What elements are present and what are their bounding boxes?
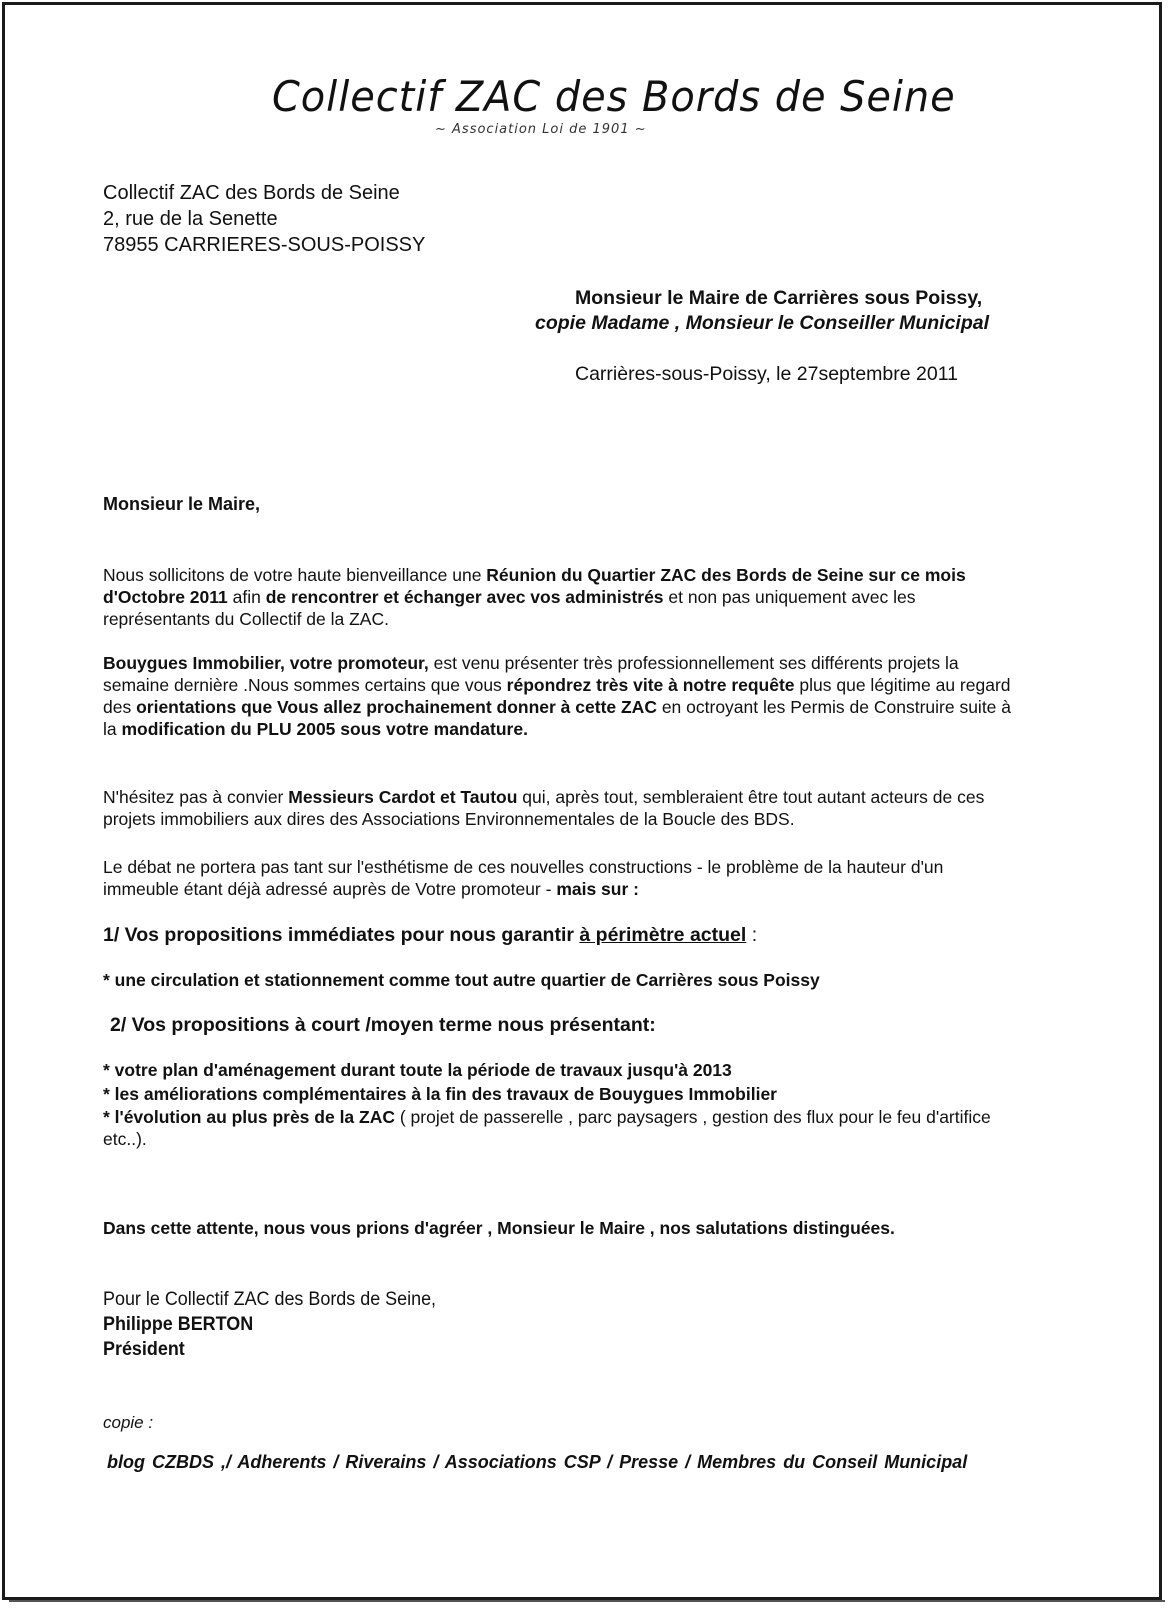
p1-bold2: de rencontrer et échanger avec vos administrés [265, 587, 664, 607]
p3-text1: N'hésitez pas à convier [103, 787, 289, 807]
letterhead-subtitle: ~ Association Loi de 1901 ~ [435, 122, 647, 137]
section1-heading [103, 924, 757, 947]
p4-text1: Le débat ne portera pas tant sur l'esthétisme de ces nouvelles constructions - le problème de la hauteur d'un immeuble étant déjà adressé auprès de Votre promoteur - [103, 857, 944, 899]
section1-heading-start: 1/ Vos propositions immédiates pour nous garantir [103, 924, 580, 946]
section2-bullet-2: * les améliorations complémentaires à la fin des travaux de Bouygues Immobilier [103, 1084, 777, 1104]
copy-recipients: blog CZBDS ,/ Adherents / Riverains / Associations CSP / Presse / Membres du Conseil Municipal [107, 1452, 968, 1472]
copy-label: copie : [103, 1413, 154, 1432]
section2-bullet-3-rest: ( projet de passerelle , parc paysagers , gestion des flux pour le feu d'artifice etc..). [103, 1107, 991, 1149]
paragraph-request [103, 564, 1023, 630]
signature-title: Président [103, 1338, 185, 1360]
paragraph-bouygues [103, 652, 1023, 740]
section2-bullet-1: * votre plan d'aménagement durant toute la période de travaux jusqu'à 2013 [103, 1060, 732, 1080]
page-border-shadow [9, 1600, 1165, 1602]
p1-text3: et non pas uniquement avec les représentants du Collectif de la ZAC. [103, 587, 916, 629]
section2-bullet-3-bold: * l'évolution au plus près de la ZAC [103, 1107, 395, 1127]
sender-name: Collectif ZAC des Bords de Seine [103, 182, 400, 204]
p2-text2: plus que légitime au regard des [103, 675, 1011, 717]
paragraph-invite [103, 786, 1023, 830]
section1-bullet: * une circulation et stationnement comme tout autre quartier de Carrières sous Poissy [103, 970, 820, 990]
p2-bold2: répondrez très vite à notre requête [506, 675, 795, 695]
section2-bullet-3 [103, 1106, 1023, 1150]
section1-heading-end: : [746, 924, 758, 946]
date-line: Carrières-sous-Poissy, le 27septembre 2011 [575, 363, 958, 385]
section1-heading-underlined: à périmètre actuel [579, 924, 747, 946]
recipient-line1: Monsieur le Maire de Carrières sous Poissy, [575, 287, 983, 309]
p3-text2: qui, après tout, sembleraient être tout autant acteurs de ces projets immobiliers aux dires des Associations Environnementales de la Boucle des BDS. [103, 787, 985, 829]
p4-bold1: mais sur : [556, 879, 639, 899]
sender-street: 2, rue de la Senette [103, 208, 278, 230]
p2-bold1: Bouygues Immobilier, votre promoteur, [103, 653, 429, 673]
sender-city: 78955 CARRIERES-SOUS-POISSY [103, 234, 426, 256]
paragraph-debate [103, 856, 1023, 900]
letterhead-title: Collectif ZAC des Bords de Seine [272, 72, 956, 121]
signature-line1: Pour le Collectif ZAC des Bords de Seine, [103, 1288, 437, 1310]
p2-bold4: modification du PLU 2005 sous votre mandature. [121, 719, 528, 739]
p2-text3: en octroyant les Permis de Construire suite à la [103, 697, 1012, 739]
signature-name: Philippe BERTON [103, 1313, 254, 1335]
closing-formula: Dans cette attente, nous vous prions d'agréer , Monsieur le Maire , nos salutations distinguées. [103, 1218, 895, 1238]
p1-bold1: Réunion du Quartier ZAC des Bords de Seine sur ce mois d'Octobre 2011 [103, 565, 966, 607]
p3-bold1: Messieurs Cardot et Tautou [288, 787, 518, 807]
section2-heading: 2/ Vos propositions à court /moyen terme nous présentant: [110, 1014, 656, 1036]
p1-text2: afin [227, 587, 266, 607]
salutation: Monsieur le Maire, [103, 494, 261, 514]
recipient-line2: copie Madame , Monsieur le Conseiller Municipal [535, 312, 990, 334]
p1-text1: Nous sollicitons de votre haute bienveillance une [103, 565, 487, 585]
p2-text1: est venu présenter très professionnellement ses différents projets la semaine dernière .Nous sommes certains que vous [103, 653, 959, 695]
p2-bold3: orientations que Vous allez prochainement donner à cette ZAC [136, 697, 657, 717]
